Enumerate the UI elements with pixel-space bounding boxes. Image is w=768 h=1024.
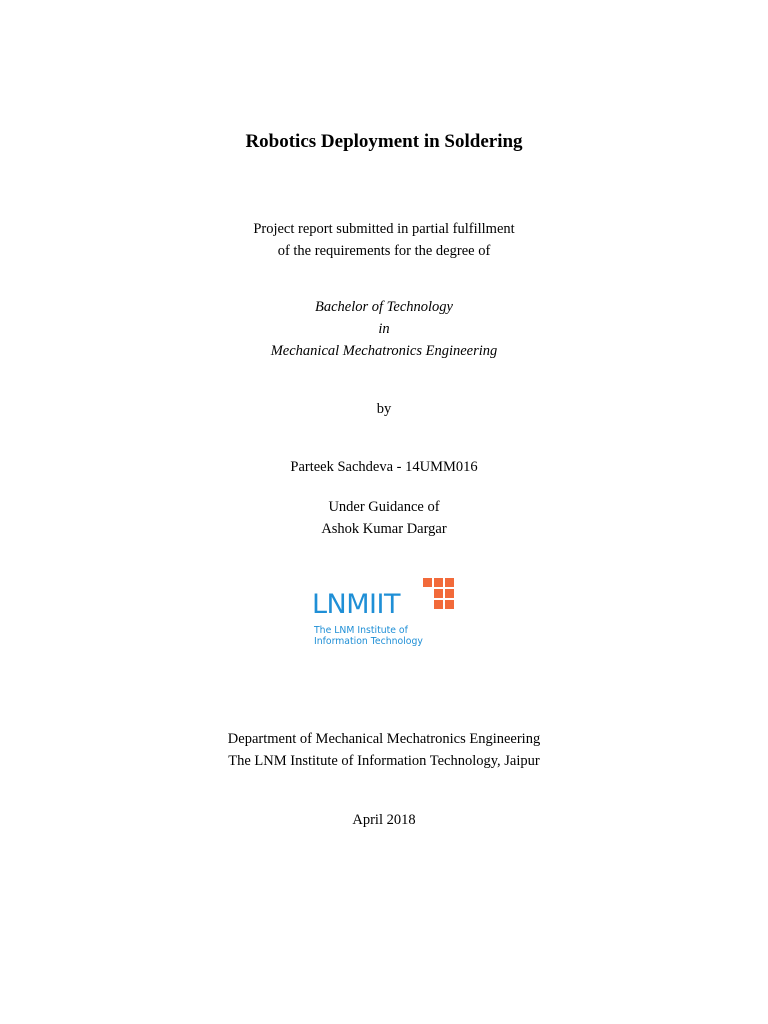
guide-name: Ashok Kumar Dargar bbox=[321, 521, 447, 537]
logo-wordmark: LNMIIT bbox=[312, 589, 400, 620]
by-label: by bbox=[376, 401, 392, 417]
submission-date: April 2018 bbox=[352, 812, 416, 828]
degree-discipline: Mechanical Mechatronics Engineering bbox=[270, 343, 498, 359]
lnmiit-logo bbox=[310, 576, 460, 650]
submission-line-2: of the requirements for the degree of bbox=[277, 243, 491, 259]
author-name: Parteek Sachdeva - 14UMM016 bbox=[290, 459, 478, 475]
guidance-label: Under Guidance of bbox=[328, 499, 440, 515]
report-title: Robotics Deployment in Soldering bbox=[245, 131, 523, 152]
degree-name: Bachelor of Technology bbox=[315, 299, 453, 315]
logo-subtitle-line-1: The LNM Institute of bbox=[314, 625, 408, 636]
degree-connector: in bbox=[378, 321, 390, 337]
institute-name: The LNM Institute of Information Technology, Jaipur bbox=[228, 753, 540, 769]
submission-line-1: Project report submitted in partial fulfillment bbox=[253, 221, 515, 237]
logo-subtitle-line-2: Information Technology bbox=[314, 636, 423, 647]
department-name: Department of Mechanical Mechatronics Engineering bbox=[227, 731, 541, 747]
